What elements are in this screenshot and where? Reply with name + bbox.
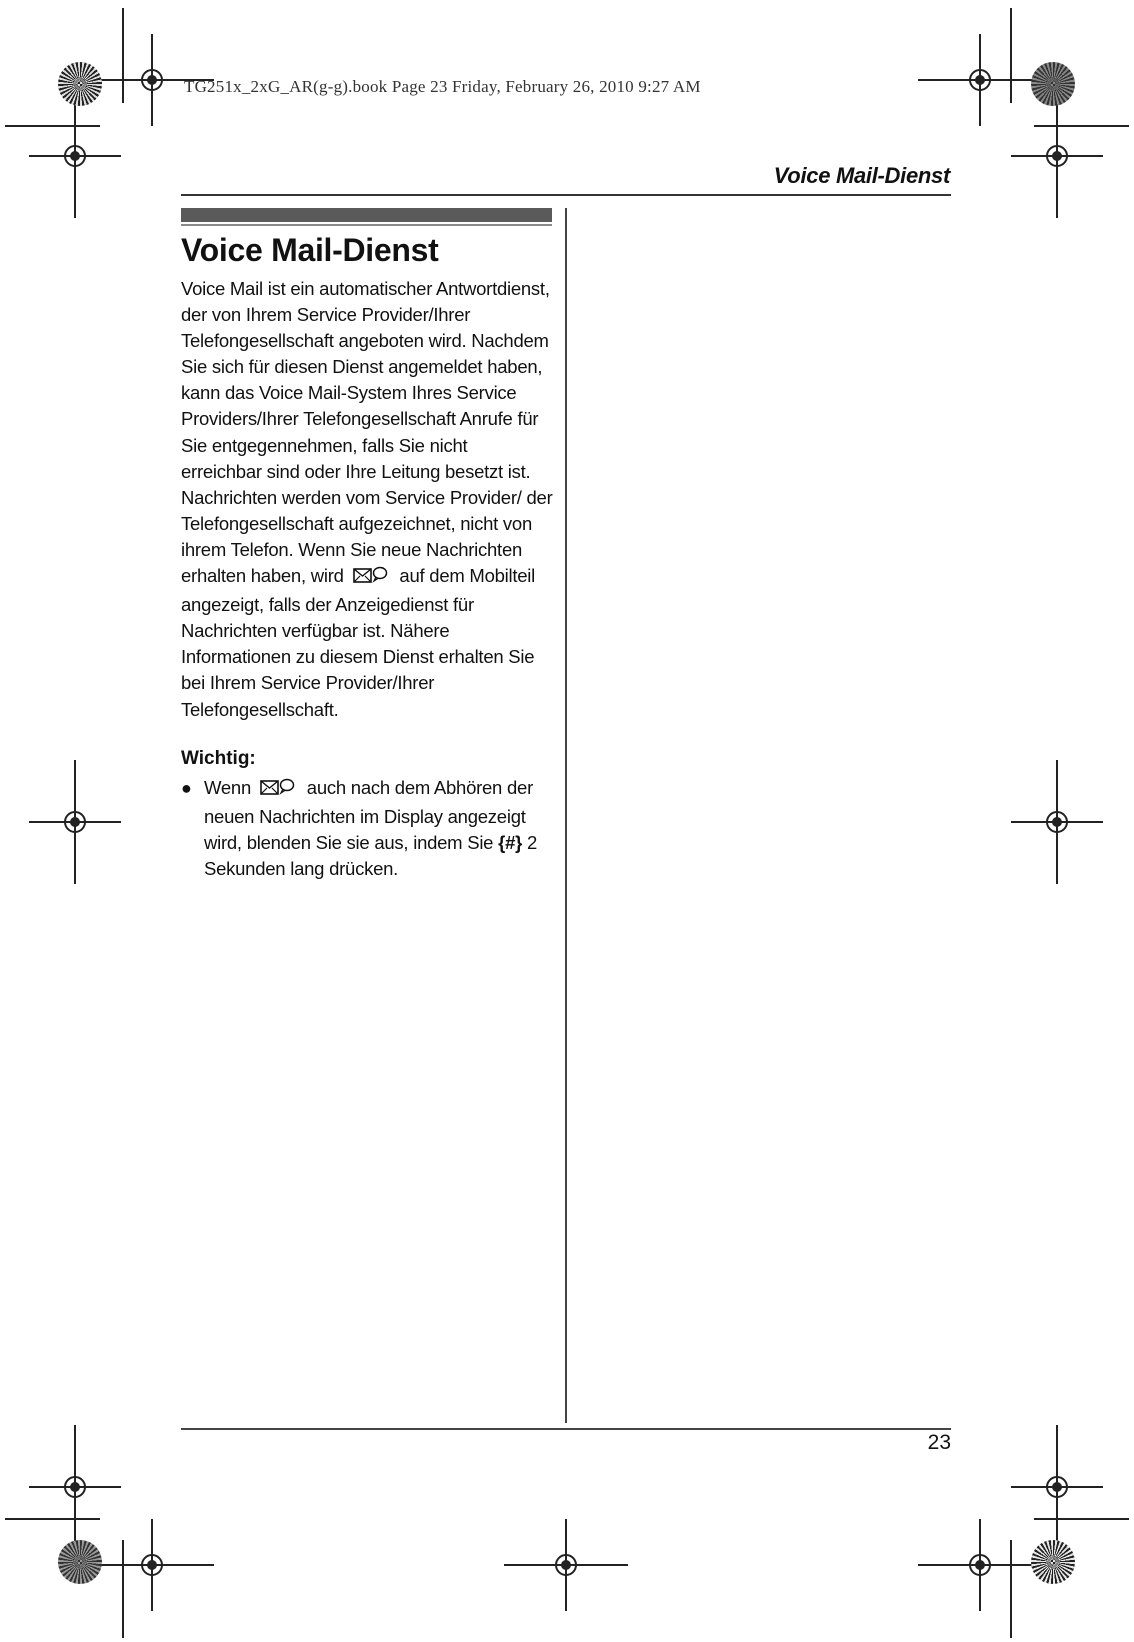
body-text-part2: auf dem Mobilteil angezeigt, falls der Anzeigedienst für Nachrichten verfügbar ist. Nähere Informationen zu diesem Dienst erhalten Sie bei Ihrem Service Provider/Ihrer Telefongesellschaft. xyxy=(181,565,536,720)
bullet-text xyxy=(204,775,553,882)
section-body xyxy=(181,276,553,723)
running-head: Voice Mail-Dienst xyxy=(773,163,950,188)
density-rosette-bottom-right xyxy=(1031,1540,1075,1584)
trim-line-top-right-vertical xyxy=(1010,8,1012,103)
density-rosette-bottom-left xyxy=(58,1540,102,1584)
trim-line-top-left-vertical xyxy=(122,8,124,103)
section-title-underline xyxy=(181,224,552,226)
body-paragraph xyxy=(181,276,553,723)
body-text-part1: Voice Mail ist ein automatischer Antwortdienst, der von Ihrem Service Provider/Ihrer Telefongesellschaft angeboten wird. Nachdem Sie sich für diesen Dienst angemeldet haben, kann das Voice Mail-System Ihres Service Providers/Ihrer Telefongesellschaft Anrufe für Sie entgegennehmen, falls Sie nicht erreichbar sind oder Ihre Leitung besetzt ist. Nachrichten werden vom Service Provider/ der Telefongesellschaft aufgezeichnet, nicht von ihrem Telefon. Wenn Sie neue Nachrichten erhalten haben, wird xyxy=(181,278,553,587)
trim-line-bottom-left-horizontal xyxy=(5,1518,100,1520)
trim-line-top-left-horizontal xyxy=(5,125,100,127)
bullet-text-part2: auch nach dem Abhören der neuen Nachrichten im Display angezeigt wird, blenden Sie sie aus, indem Sie xyxy=(204,777,533,854)
footer-rule xyxy=(181,1428,951,1430)
page-number: 23 xyxy=(927,1431,951,1454)
section-title: Voice Mail-Dienst xyxy=(181,232,439,268)
important-label: Wichtig: xyxy=(181,748,256,769)
hash-key-label: {#} xyxy=(498,832,523,854)
trim-line-top-right-horizontal xyxy=(1034,125,1129,127)
header-rule xyxy=(181,194,951,196)
section-title-bar xyxy=(181,208,552,222)
voicemail-envelope-icon xyxy=(260,777,298,804)
bullet-text-part1: Wenn xyxy=(204,777,251,798)
density-rosette-top-right xyxy=(1031,62,1075,106)
trim-line-bottom-right-horizontal xyxy=(1034,1518,1129,1520)
voicemail-envelope-icon xyxy=(353,565,391,592)
bullet-text-part3: 2 Sekunden lang drücken. xyxy=(204,832,538,880)
bullet-dot: ● xyxy=(181,778,192,798)
trim-line-bottom-left-vertical xyxy=(122,1540,124,1638)
column-divider xyxy=(565,208,567,1423)
print-info-line: TG251x_2xG_AR(g-g).book Page 23 Friday, February 26, 2010 9:27 AM xyxy=(184,77,701,96)
trim-line-bottom-right-vertical xyxy=(1010,1540,1012,1638)
density-rosette-top-left xyxy=(58,62,102,106)
important-bullet xyxy=(181,775,553,882)
